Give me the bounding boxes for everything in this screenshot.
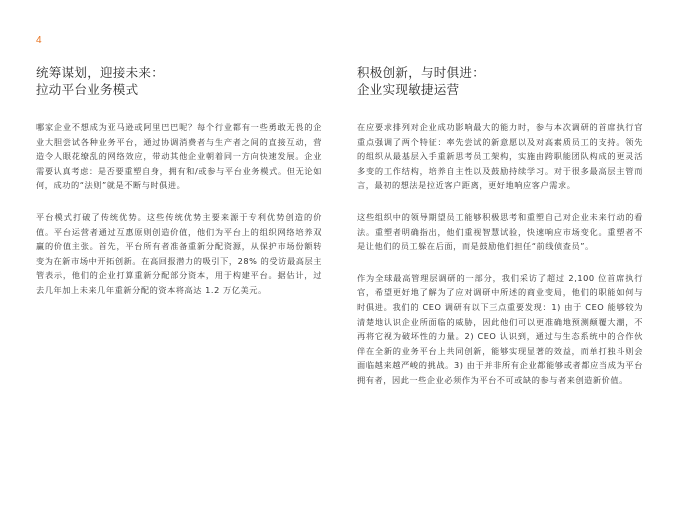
left-section-heading <box>36 64 322 98</box>
right-heading-line-1: 积极创新，与时俱进： <box>357 65 486 80</box>
left-paragraph-1: 哪家企业不想成为亚马逊或阿里巴巴呢？每个行业都有一些勇敢无畏的企业大胆尝试各种业务平台，通过协调消费者与生产者之间的直接互动，营造令人眼花缭乱的网络效应，带动其他企业朝着同一方向快速发展。企业需要认真考虑：是否要重塑自身，拥有和/或参与平台业务模式。但无论如何，成功的“法则”就是不断与时俱进。 <box>36 122 322 191</box>
right-heading-line-2: 企业实现敏捷运营 <box>357 82 460 97</box>
page-number: 4 <box>36 35 42 46</box>
right-paragraph-2: 这些组织中的领导期望员工能够积极思考和重塑自己对企业未来行动的看法。重塑者明确指出，他们重视智慧试验，快速响应市场变化。重塑者不是让他们的员工躲在后面，而是鼓励他们担任“前线侦查员”。 <box>357 211 643 252</box>
right-column <box>357 64 643 405</box>
left-heading-line-1: 统筹谋划，迎接未来： <box>36 65 165 80</box>
right-section-heading <box>357 64 643 98</box>
left-paragraph-2: 平台模式打破了传统优势。这些传统优势主要来源于专利优势创造的价值。平台运营者通过互惠原则创造价值，他们为平台上的组织网络培养双赢的价值主张。首先，平台所有者准备重新分配资源，从保护市场份额转变为在新市场中开拓创新。在高回报潜力的吸引下，28% 的受访最高层主管表示，他们的企业打算重新分配部分资本，用于构建平台。据估计，过去几年加上未来几年重新分配的资本将高达 1.2 万亿美元。 <box>36 211 322 295</box>
right-paragraph-1: 在应要求排列对企业成功影响最大的能力时，参与本次调研的首席执行官重点强调了两个特征：率先尝试的新意愿以及对高素质员工的支持。领先的组织从最基层入手重新思考员工架构，实施由跨职能团队构成的更灵活多变的工作结构，培养自主性以及鼓励持续学习。对于很多最高层主管而言，最初的想法是拉近客户距离，更好地响应客户需求。 <box>357 122 643 191</box>
left-column <box>36 64 322 315</box>
left-heading-line-2: 拉动平台业务模式 <box>36 82 139 97</box>
right-paragraph-3: 作为全球最高管理层调研的一部分，我们采访了超过 2,100 位首席执行官，希望更好地了解为了应对调研中所述的商业变局，他们的职能如何与时俱进。我们的 CEO 调研有以下三点重要发现：1) 由于 CEO 能够较为清楚地认识企业所面临的威胁，因此他们可以更准确地预测颠覆大潮，不再将它视为破坏性的力量。2) CEO 认识到，通过与生态系统中的合作伙伴在全新的业务平台上共同创新，能够实现显著的效益，而单打独斗则会面临越来越严峻的挑战。3) 由于并非所有企业都能够或者都应当成为平台拥有者，因此一些企业必须作为平台不可或缺的参与者来创造新价值。 <box>357 272 643 385</box>
